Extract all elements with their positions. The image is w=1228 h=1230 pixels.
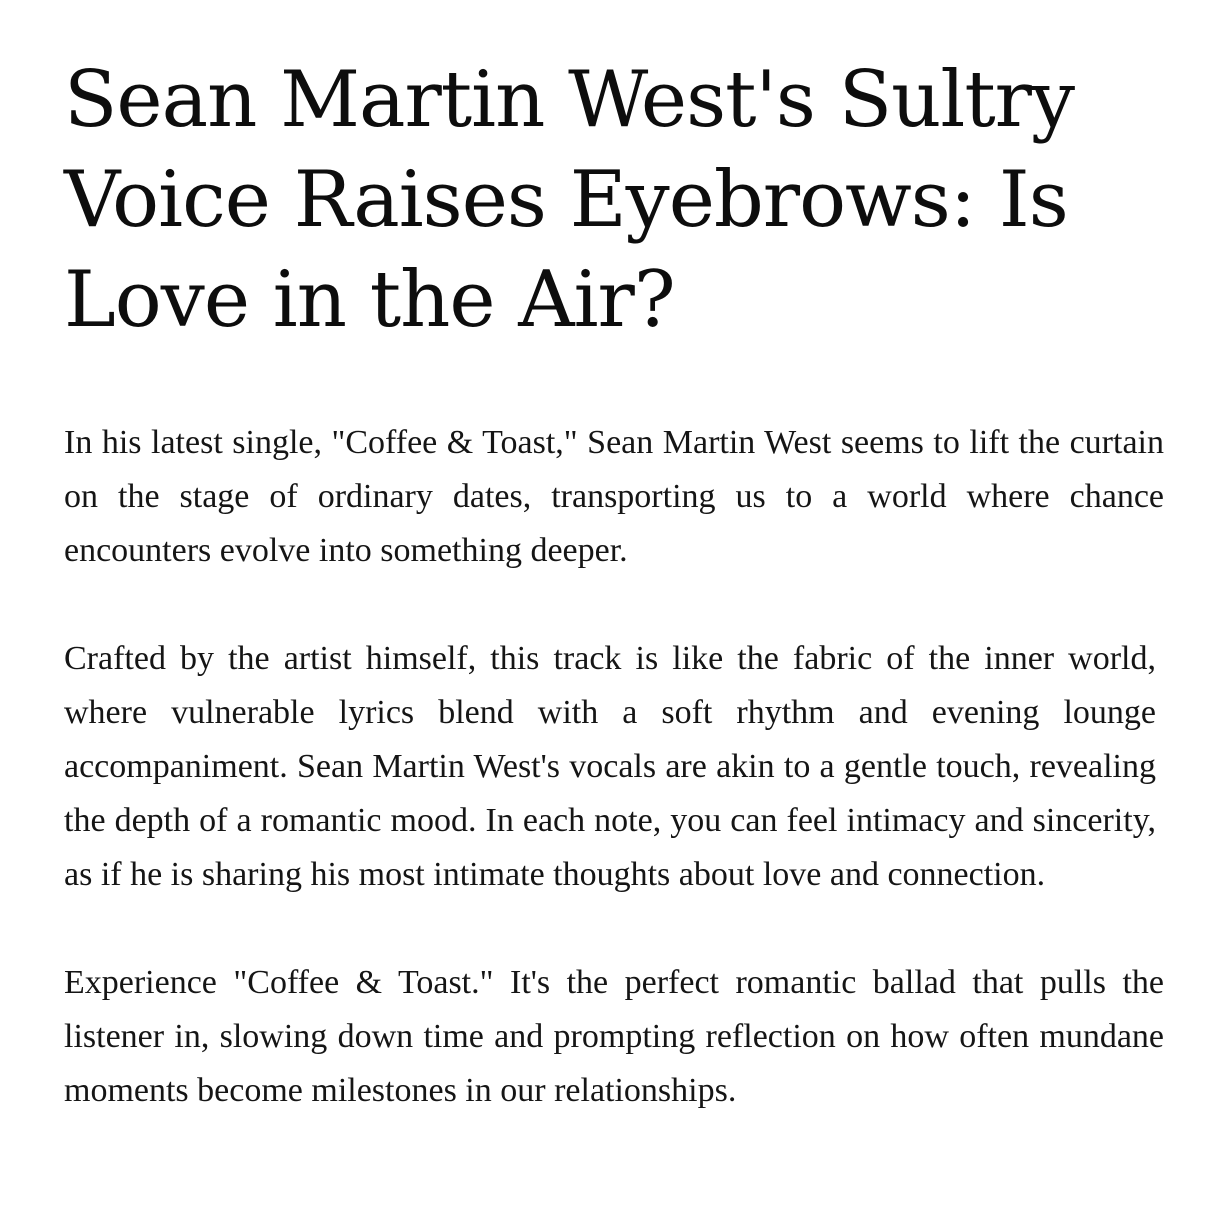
article-paragraph-intro: In his latest single, "Coffee & Toast," Sean Martin West seems to lift the curtain on the stage of ordinary dates, transporting us to a world where chance encounters evolve into something deeper. [64,424,1164,569]
article-paragraph-closing: Experience "Coffee & Toast." It's the perfect romantic ballad that pulls the listener in, slowing down time and prompting reflection on how often mundane moments become milestones in our relationships. [64,964,1164,1109]
article-headline: Sean Martin West's Sultry Voice Raises Eyebrows: Is Love in the Air? [64,55,1075,345]
article-paragraph-body: Crafted by the artist himself, this track is like the fabric of the inner world, where vulnerable lyrics blend with a soft rhythm and evening lounge accompaniment. Sean Martin West's vocals are akin to a gentle touch, revealing the depth of a romantic mood. In each note, you can feel intimacy and sincerity, as if he is sharing his most intimate thoughts about love and connection. [64,640,1156,893]
article [64,50,1164,1118]
